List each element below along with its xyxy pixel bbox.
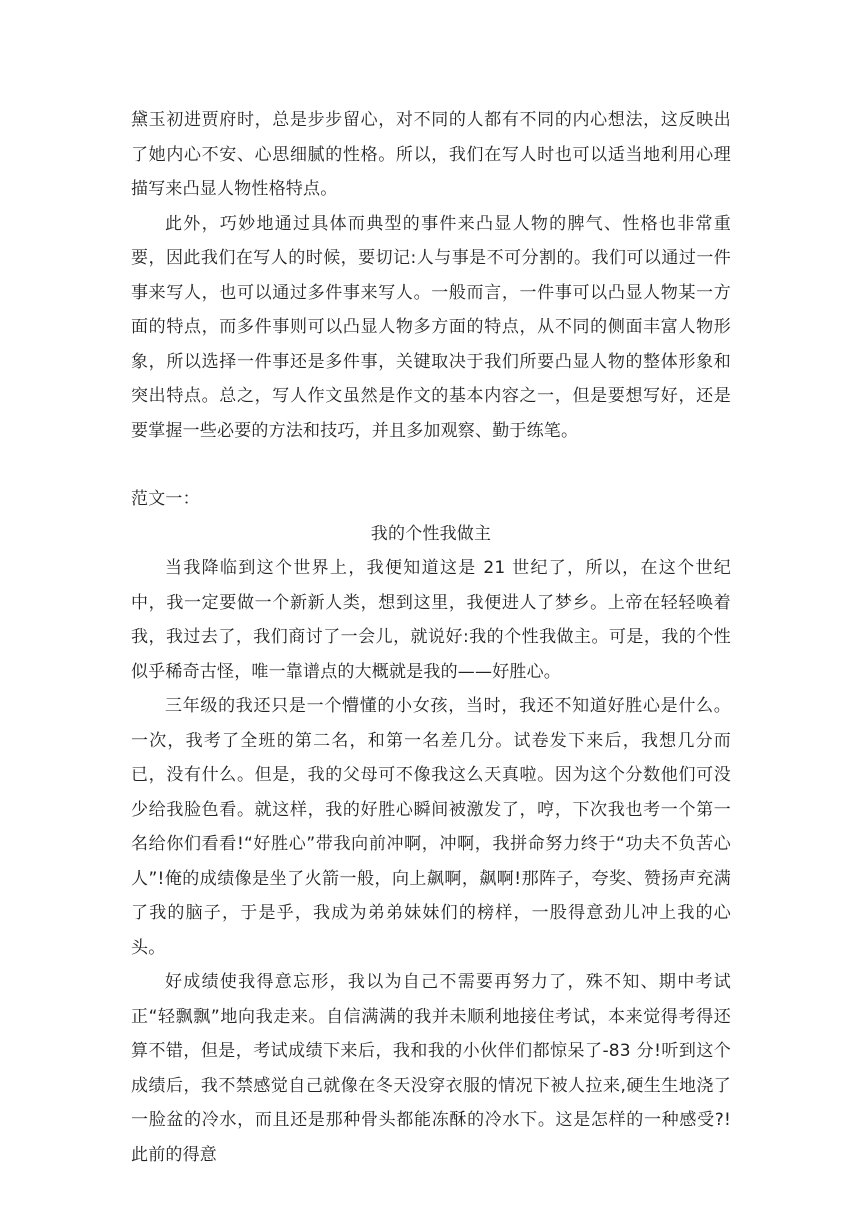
intro-paragraph: 黛玉初进贾府时，总是步步留心，对不同的人都有不同的内心想法，这反映出了她内心不安、心思细腻的性格。所以，我们在写人时也可以适当地利用心理描写来凸显人物性格特点。 [131,110,731,199]
essay-paragraph: 当我降临到这个世界上，我便知道这是 21 世纪了，所以，在这个世纪中，我一定要做一个新新人类，想到这里，我便进人了梦乡。上帝在轻轻唤着我，我过去了，我们商讨了一会儿，就说好:我的个性我做主。可是，我的个性似乎稀奇古怪，唯一靠谱点的大概就是我的——好胜心。 [131,558,731,682]
essay-section [131,482,731,1172]
essay-paragraph: 三年级的我还只是一个懵懂的小女孩，当时，我还不知道好胜心是什么。一次，我考了全班的第二名，和第一名差几分。试卷发下来后，我想几分而已，没有什么。但是，我的父母可不像我这么天真啦。因为这个分数他们可没少给我脸色看。就这样，我的好胜心瞬间被激发了，哼，下次我也考一个第一名给你们看看!“好胜心”带我向前冲啊，冲啊，我拼命努力终于“功夫不负苦心人”!俺的成绩像是坐了火箭一般，向上飙啊，飙啊!那阵子，夸奖、赞扬声充满了我的脑子，于是乎，我成为弟弟妹妹们的榜样，一股得意劲儿冲上我的心头。 [131,696,731,958]
intro-paragraph: 此外，巧妙地通过具体而典型的事件来凸显人物的脾气、性格也非常重要，因此我们在写人的时候，要切记:人与事是不可分割的。我们可以通过一件事来写人，也可以通过多件事来写人。一般而言，一件事可以凸显人物某一方面的特点，而多件事则可以凸显人物多方面的特点，从不同的侧面丰富人物形象，所以选择一件事还是多件事，关键取决于我们所要凸显人物的整体形象和突出特点。总之，写人作文虽然是作文的基本内容之一，但是要想写好，还是要掌握一些必要的方法和技巧，并且多加观察、勤于练笔。 [131,213,731,441]
intro-section [131,103,731,448]
essay-paragraph: 好成绩使我得意忘形，我以为自己不需要再努力了，殊不知、期中考试正“轻飘飘”地向我走来。自信满满的我并未顺利地接住考试，本来觉得考得还算不错，但是，考试成绩下来后，我和我的小伙伴们都惊呆了-83 分!听到这个成绩后，我不禁感觉自己就像在冬天没穿衣服的情况下被人拉来,硬生生地浇了一脸盆的冷水，而且还是那种骨头都能冻酥的冷水下。这是怎样的一种感受?!此前的得意 [131,972,731,1165]
essay-title: 我的个性我做主 [370,523,492,544]
essay-label: 范文一： [131,489,200,509]
